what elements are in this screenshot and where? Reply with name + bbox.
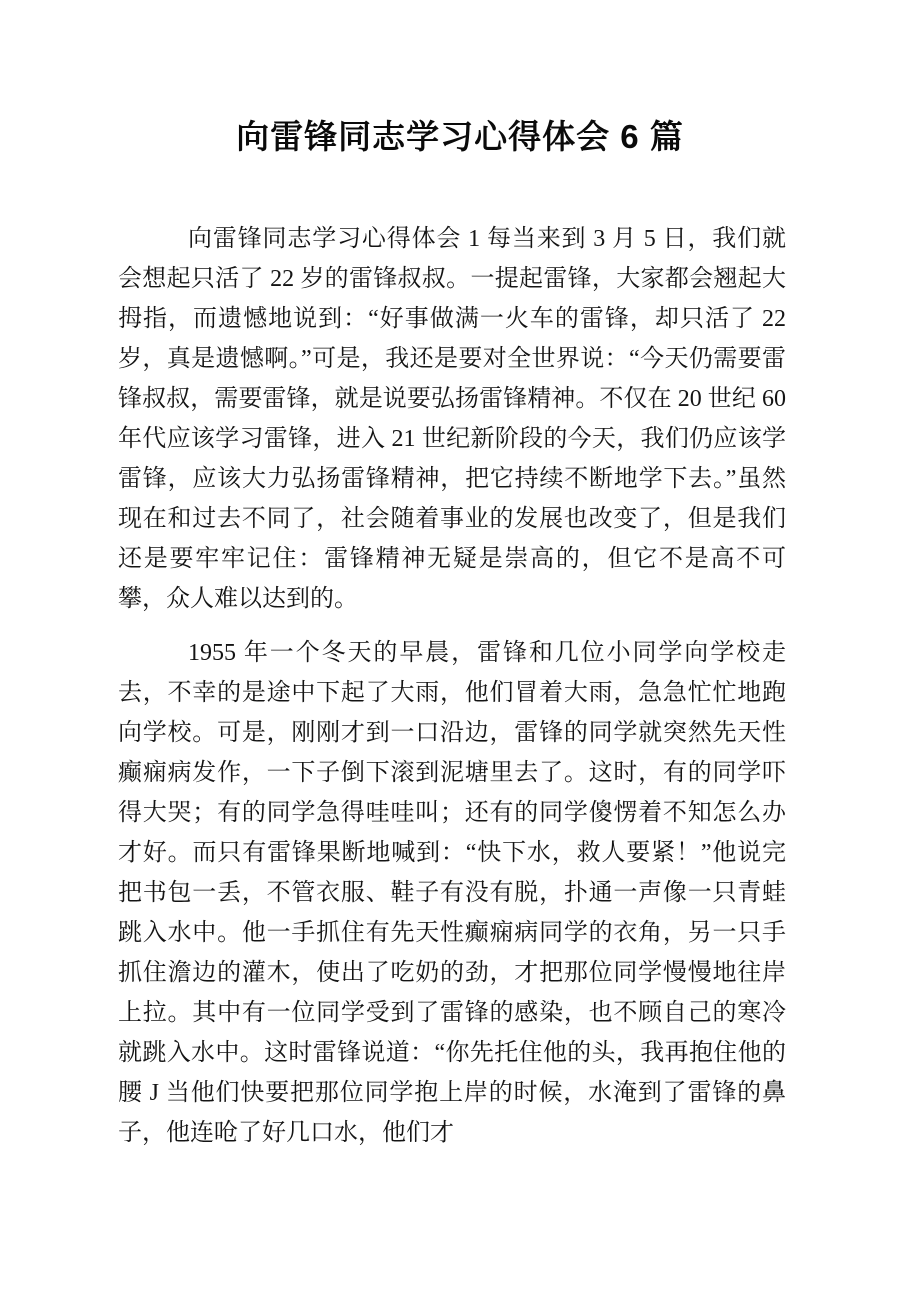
document-title: 向雷锋同志学习心得体会 6 篇	[236, 118, 684, 155]
document-body	[118, 219, 786, 1153]
paragraph-1: 向雷锋同志学习心得体会 1 每当来到 3 月 5 日，我们就会想起只活了 22 岁的雷锋叔叔。一提起雷锋，大家都会翘起大拇指，而遗憾地说到：“好事做满一火车的雷锋，却只活了 22 岁，真是遗憾啊。”可是，我还是要对全世界说：“今天仍需要雷锋叔叔，需要雷锋，就是说要弘扬雷锋精神。不仅在 20 世纪 60 年代应该学习雷锋，进入 21 世纪新阶段的今天，我们仍应该学雷锋，应该大力弘扬雷锋精神，把它持续不断地学下去。”虽然现在和过去不同了，社会随着事业的发展也改变了，但是我们还是要牢牢记住：雷锋精神无疑是崇高的，但它不是高不可攀，众人难以达到的。	[118, 226, 786, 612]
paragraph-2: 1955 年一个冬天的早晨，雷锋和几位小同学向学校走去，不幸的是途中下起了大雨，他们冒着大雨，急急忙忙地跑向学校。可是，刚刚才到一口沿边，雷锋的同学就突然先天性癫痫病发作，一下子倒下滚到泥塘里去了。这时，有的同学吓得大哭；有的同学急得哇哇叫；还有的同学傻愣着不知怎么办才好。而只有雷锋果断地喊到：“快下水，救人要紧！”他说完把书包一丢，不管衣服、鞋子有没有脱，扑通一声像一只青蛙跳入水中。他一手抓住有先天性癫痫病同学的衣角，另一只手抓住澹边的灌木，使出了吃奶的劲，才把那位同学慢慢地往岸上拉。其中有一位同学受到了雷锋的感染，也不顾自己的寒冷就跳入水中。这时雷锋说道：“你先托住他的头，我再抱住他的腰 J 当他们快要把那位同学抱上岸的时候，水淹到了雷锋的鼻子，他连呛了好几口水，他们才	[118, 640, 786, 1146]
